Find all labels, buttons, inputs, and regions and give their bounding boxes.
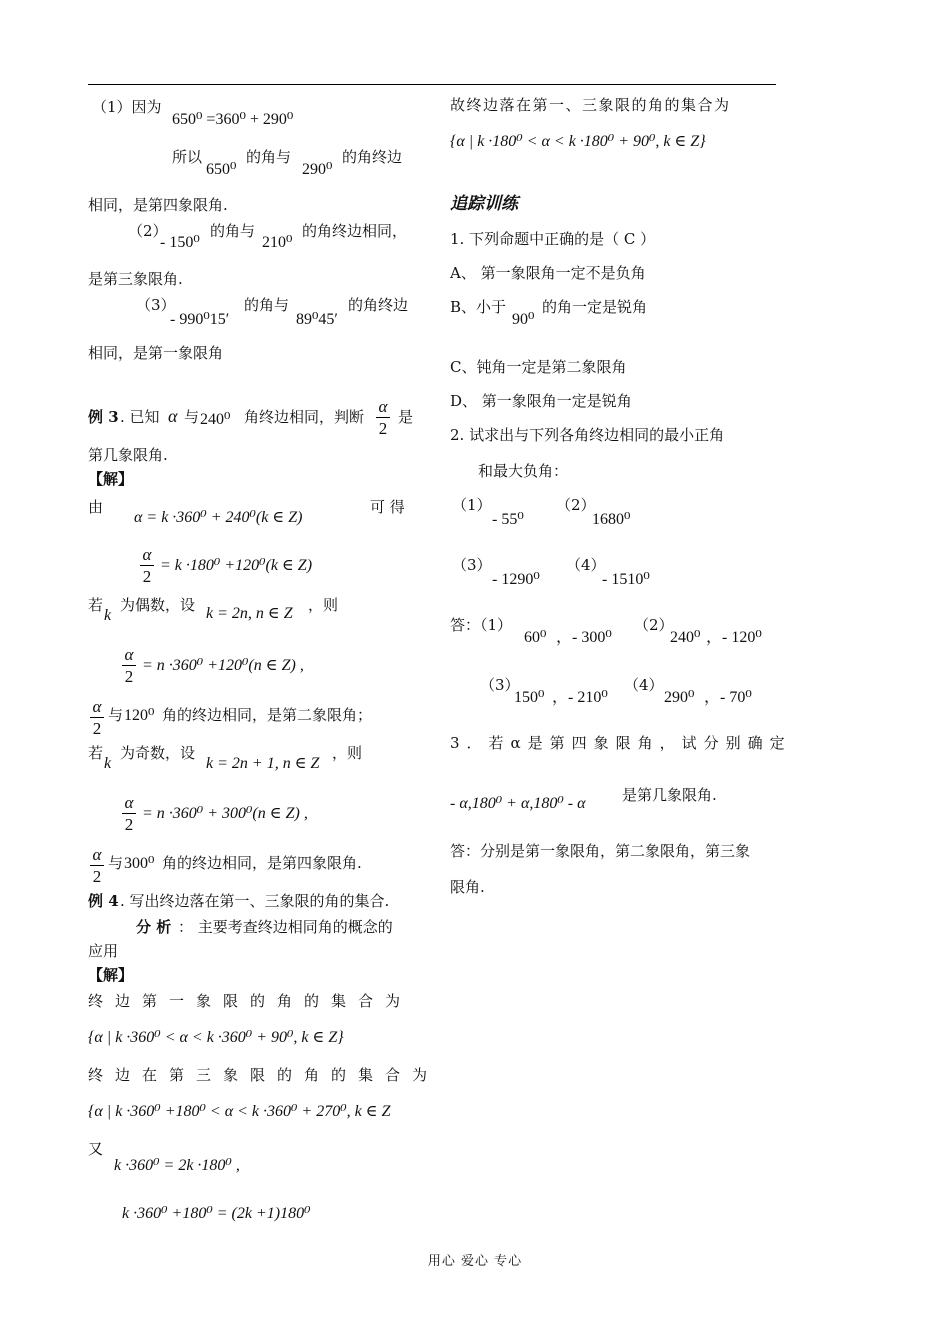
item-1-index: （1） [452, 496, 492, 514]
fraction-alpha-half: α 2 [122, 794, 136, 833]
example-3-text-1: . 已知 [120, 408, 160, 426]
item-2-end: 是第三象限角. [88, 270, 183, 288]
answer-3-positive: 150⁰ [514, 689, 545, 706]
analysis-label: 分 析 [136, 918, 172, 936]
quadrant-1-set: {α | k ·360⁰ < α < k ·360⁰ + 90⁰, k ∈ Z} [88, 1029, 344, 1046]
text-ze-2: ，则 [332, 744, 363, 762]
analysis-text: ： 主要考查终边相同角的概念的 [178, 918, 393, 936]
question-3-tail: 是第几象限角. [622, 786, 717, 804]
answer-4-label: （4） [624, 676, 664, 694]
example-3-text-4: 是 [398, 408, 414, 426]
example-3-heading: 例 3 [88, 408, 119, 426]
item-1-tail: 的角终边 [342, 148, 403, 166]
equation-3: = n ·360⁰ +120⁰(n ∈ Z) , [142, 657, 304, 674]
item-2-index: （2） [556, 496, 596, 514]
item-1-so: 所以 [172, 148, 203, 166]
item-2-label: （2） [128, 222, 168, 240]
conclusion-text: 故终边落在第一、三象限的角的集合为 [450, 96, 731, 114]
header-rule [88, 84, 776, 85]
item-1-angle-b: 290⁰ [302, 161, 333, 178]
text-ruo-2: 若 [88, 744, 104, 762]
item-2-tail: 的角终边相同， [302, 222, 408, 240]
equation-4: = n ·360⁰ + 300⁰(n ∈ Z) , [142, 805, 308, 822]
fraction-alpha-half: α 2 [140, 546, 154, 585]
text-odd: 为奇数，设 [120, 744, 196, 762]
question-3-answer: 答：分别是第一象限角，第二象限角，第三象 [450, 842, 751, 860]
option-b-angle: 90⁰ [512, 311, 535, 328]
question-2-cont: 和最大负角： [478, 462, 569, 480]
result-2-tail: 角的终边相同，是第四象限角. [162, 854, 362, 872]
example-3-text-2: 与 [184, 408, 200, 426]
option-c: C、钝角一定是第二象限角 [450, 358, 627, 376]
item-3-tail: 的角终边 [348, 296, 409, 314]
section-heading: 追踪训练 [450, 194, 518, 214]
text-you-2: 又 [88, 1140, 104, 1158]
answer-2-positive: 240⁰ [670, 629, 701, 646]
answer-3-label: （3） [480, 676, 520, 694]
item-1-angle-a: 650⁰ [206, 161, 237, 178]
option-b-pre: B、小于 [450, 298, 507, 316]
option-d: D、 第一象限角一定是锐角 [450, 392, 632, 410]
item-3-label: （3） [136, 296, 176, 314]
page-footer: 用心 爱心 专心 [427, 1254, 523, 1269]
option-b-post: 的角一定是锐角 [542, 298, 648, 316]
fraction-alpha-half: α 2 [376, 398, 390, 437]
solution-label-2: 【解】 [88, 966, 134, 984]
item-3-index: （3） [452, 556, 492, 574]
answer-3-negative: ，- 210⁰ [552, 689, 608, 706]
fraction-alpha-half: α 2 [122, 646, 136, 685]
example-3-text-3: 角终边相同，判断 [244, 408, 365, 426]
conclusion-set: {α | k ·180⁰ < α < k ·180⁰ + 90⁰, k ∈ Z} [450, 133, 706, 150]
item-1-value: - 55⁰ [492, 511, 524, 528]
answer-4-negative: ，- 70⁰ [704, 689, 752, 706]
result-2-angle: 300⁰ [124, 855, 155, 872]
item-3-value: - 1290⁰ [492, 571, 540, 588]
k-odd-def: k = 2n + 1, n ∈ Z [206, 755, 320, 772]
answer-1-negative: ，- 300⁰ [556, 629, 612, 646]
analysis-text-2: 应用 [88, 942, 119, 960]
text-ze-1: ，则 [308, 596, 339, 614]
equation-2: = k ·180⁰ +120⁰(k ∈ Z) [160, 557, 313, 574]
item-2-mid: 的角与 [210, 222, 256, 240]
example-4-text: . 写出终边落在第一、三象限的角的集合. [120, 892, 390, 910]
item-1-label: （1）因为 [92, 98, 162, 116]
solution-label: 【解】 [88, 470, 134, 488]
answer-4-positive: 290⁰ [664, 689, 695, 706]
equation-1: α = k ·360⁰ + 240⁰(k ∈ Z) [134, 509, 303, 526]
example-3-angle: 240⁰ [200, 411, 231, 428]
question-2: 2. 试求出与下列各角终边相同的最小正角 [450, 426, 725, 444]
example-3-line-2: 第几象限角. [88, 446, 168, 464]
k-even-def: k = 2n, n ∈ Z [206, 605, 293, 622]
quadrant-3-set: {α | k ·360⁰ +180⁰ < α < k ·360⁰ + 270⁰, k ∈ Z [88, 1103, 391, 1120]
fraction-alpha-half: α 2 [90, 698, 104, 737]
item-2-angle-a: - 150⁰ [160, 234, 200, 251]
example-4-heading: 例 4 [88, 892, 119, 910]
item-3-mid: 的角与 [244, 296, 290, 314]
equation-5: k ·360⁰ = 2k ·180⁰ , [114, 1157, 240, 1174]
item-2-angle-b: 210⁰ [262, 234, 293, 251]
answer-2-negative: ，- 120⁰ [706, 629, 762, 646]
answer-1-positive: 60⁰ [524, 629, 547, 646]
answer-label: 答：（1） [450, 616, 513, 634]
fraction-alpha-half: α 2 [90, 846, 104, 885]
option-a: A、 第一象限角一定不是负角 [450, 264, 646, 282]
item-1-end: 相同，是第四象限角. [88, 196, 228, 214]
example-3-alpha: α [168, 406, 178, 426]
item-3-angle-b: 89⁰45′ [296, 311, 338, 328]
result-1-mid: 与 [108, 706, 124, 724]
item-2-value: 1680⁰ [592, 511, 631, 528]
item-1-equation: 650⁰ =360⁰ + 290⁰ [172, 111, 294, 128]
text-even: 为偶数，设 [120, 596, 196, 614]
result-1-tail: 角的终边相同，是第二象限角； [162, 706, 373, 724]
answer-2-label: （2） [634, 616, 674, 634]
text-ruo-1: 若 [88, 596, 104, 614]
question-3-answer-2: 限角. [450, 878, 485, 896]
item-3-end: 相同，是第一象限角 [88, 344, 224, 362]
quadrant-1-text: 终边第一象限的角的集合为 [88, 992, 413, 1010]
item-4-index: （4） [566, 556, 606, 574]
variable-k: k [104, 607, 112, 624]
result-1-angle: 120⁰ [124, 707, 155, 724]
variable-k: k [104, 755, 112, 772]
result-2-mid: 与 [108, 854, 124, 872]
question-3-expression: - α,180⁰ + α,180⁰ - α [450, 795, 586, 812]
question-3: 3．若α是第四象限角，试分别确定 [450, 734, 792, 752]
equation-6: k ·360⁰ +180⁰ = (2k +1)180⁰ [122, 1205, 311, 1222]
question-1: 1. 下列命题中正确的是（ C ） [450, 230, 656, 248]
quadrant-3-text: 终边在第三象限的角的集合为 [88, 1066, 440, 1084]
item-4-value: - 1510⁰ [602, 571, 650, 588]
item-1-mid: 的角与 [246, 148, 292, 166]
text-kede: 可 得 [370, 498, 405, 516]
text-you: 由 [88, 498, 104, 516]
item-3-angle-a: - 990⁰15′ [170, 311, 230, 328]
